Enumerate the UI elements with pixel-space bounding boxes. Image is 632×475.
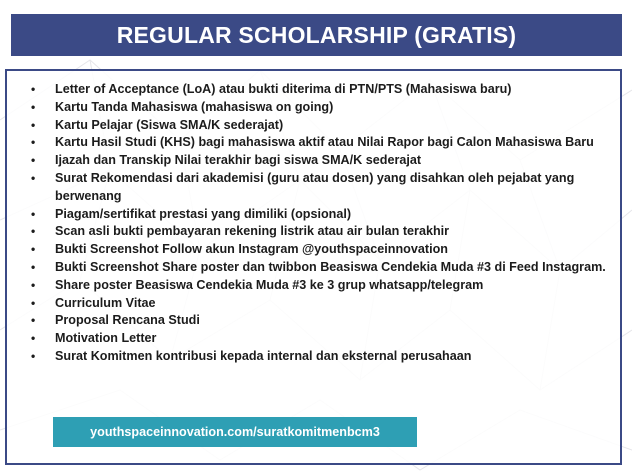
list-item-text: Ijazah dan Transkip Nilai terakhir bagi siswa SMA/K sederajat xyxy=(55,153,422,168)
requirements-panel xyxy=(5,69,622,465)
list-item-text: Share poster Beasiswa Cendekia Muda #3 ke 3 grup whatsapp/telegram xyxy=(55,277,484,292)
bullet-icon: • xyxy=(31,224,36,239)
list-item xyxy=(7,99,620,117)
bullet-icon: • xyxy=(31,99,36,114)
list-item xyxy=(7,295,620,313)
requirements-list xyxy=(7,71,620,366)
list-item-text: Motivation Letter xyxy=(55,331,157,346)
page-title-banner xyxy=(11,14,622,56)
list-item-text: Bukti Screenshot Follow akun Instagram @youthspaceinnovation xyxy=(55,242,448,257)
bullet-icon: • xyxy=(31,117,36,132)
list-item xyxy=(7,241,620,259)
list-item xyxy=(7,81,620,99)
list-item xyxy=(7,277,620,295)
bullet-icon: • xyxy=(31,242,36,257)
list-item-text: Piagam/sertifikat prestasi yang dimiliki (opsional) xyxy=(55,206,352,221)
bullet-icon: • xyxy=(31,277,36,292)
bullet-icon: • xyxy=(31,206,36,221)
commitment-letter-link[interactable]: youthspaceinnovation.com/suratkomitmenbcm3 xyxy=(53,417,417,447)
list-item xyxy=(7,348,620,366)
list-item-text: Bukti Screenshot Share poster dan twibbon Beasiswa Cendekia Muda #3 di Feed Instagram. xyxy=(55,259,606,274)
bullet-icon: • xyxy=(31,153,36,168)
list-item-text: Curriculum Vitae xyxy=(55,295,156,310)
bullet-icon: • xyxy=(31,82,36,96)
list-item xyxy=(7,152,620,170)
list-item-text: Kartu Pelajar (Siswa SMA/K sederajat) xyxy=(55,117,284,132)
list-item xyxy=(7,170,620,206)
list-item-text: Kartu Hasil Studi (KHS) bagi mahasiswa aktif atau Nilai Rapor bagi Calon Mahasiswa Baru xyxy=(55,135,594,150)
list-item xyxy=(7,134,620,152)
list-item-text: Scan asli bukti pembayaran rekening listrik atau air bulan terakhir xyxy=(55,224,450,239)
list-item-text: Proposal Rencana Studi xyxy=(55,313,200,328)
list-item-text: Surat Rekomendasi dari akademisi (guru atau dosen) yang disahkan oleh pejabat yang berwenang xyxy=(55,170,575,203)
list-item xyxy=(7,330,620,348)
list-item-text: Kartu Tanda Mahasiswa (mahasiswa on going) xyxy=(55,99,334,114)
bullet-icon: • xyxy=(31,259,36,274)
bullet-icon: • xyxy=(31,135,36,150)
list-item-text: Letter of Acceptance (LoA) atau bukti diterima di PTN/PTS (Mahasiswa baru) xyxy=(55,82,512,96)
list-item xyxy=(7,223,620,241)
bullet-icon: • xyxy=(31,331,36,346)
list-item xyxy=(7,206,620,224)
list-item xyxy=(7,312,620,330)
list-item-text: Surat Komitmen kontribusi kepada internal dan eksternal perusahaan xyxy=(55,348,472,363)
bullet-icon: • xyxy=(31,313,36,328)
page-title: REGULAR SCHOLARSHIP (GRATIS) xyxy=(116,21,517,48)
bullet-icon: • xyxy=(31,295,36,310)
list-item xyxy=(7,259,620,277)
bullet-icon: • xyxy=(31,348,36,363)
bullet-icon: • xyxy=(31,170,36,185)
list-item xyxy=(7,117,620,135)
